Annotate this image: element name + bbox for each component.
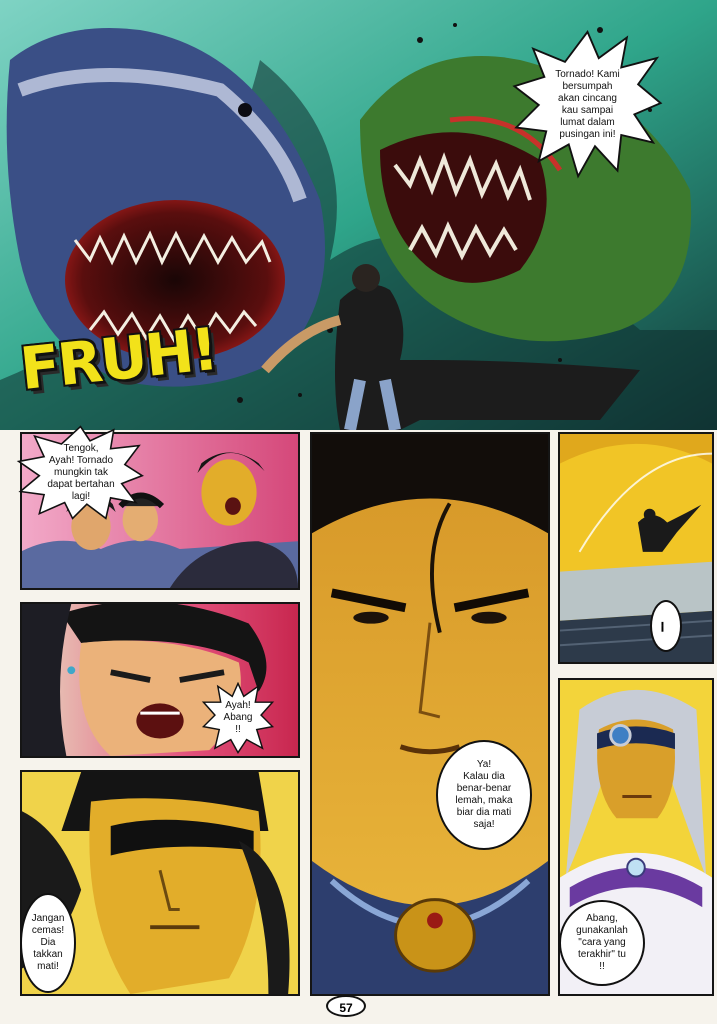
speech-bubble-ellipsis: ...... bbox=[650, 600, 682, 652]
speech-bubble-center: Ya! Kalau dia benar-benar lemah, maka biar dia mati saja! bbox=[436, 740, 532, 850]
speech-bubble-right-bottom: Abang, gunakanlah "cara yang terakhir" tu !! bbox=[559, 900, 645, 986]
speech-text-left: Tengok, Ayah! Tornado mungkin tak dapat bertahan lagi! bbox=[47, 443, 115, 502]
speech-bubble-left-bottom: Jangan cemas! Dia takkan mati! bbox=[20, 893, 76, 993]
speech-text-mid: Ayah! Abang !! bbox=[223, 700, 253, 735]
page-number: 57 bbox=[326, 995, 366, 1017]
panel-shark-attack bbox=[0, 0, 717, 430]
sfx-fruh: FRUH! bbox=[16, 314, 220, 404]
panel-father-closeup bbox=[310, 432, 550, 996]
warrior-distance-art bbox=[560, 434, 712, 662]
father-closeup-art bbox=[312, 434, 548, 994]
panel-warrior-distance bbox=[558, 432, 714, 664]
speech-text-top: Tornado! Kami bersumpah akan cincang kau sampai lumat dalam pusingan ini! bbox=[555, 69, 620, 140]
